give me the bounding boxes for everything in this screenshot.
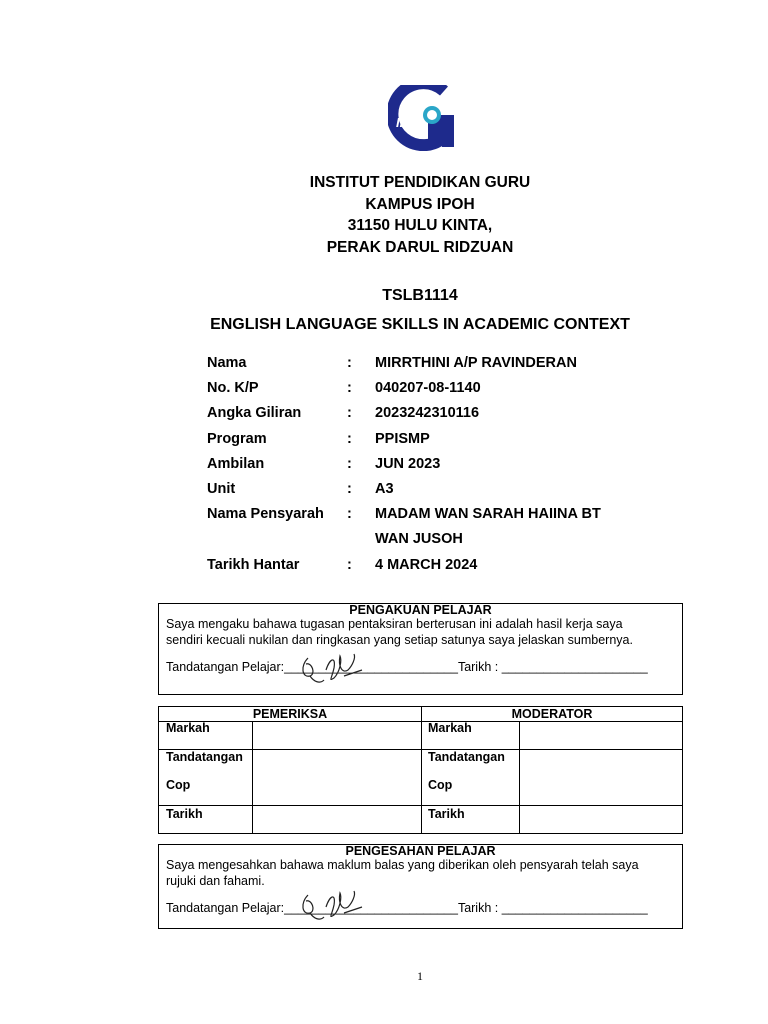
info-value: A3: [375, 480, 394, 497]
pemeriksa-cop-label: Cop: [166, 778, 191, 792]
institute-heading: [0, 172, 768, 258]
institute-line: 31150 HULU KINTA,: [347, 217, 493, 234]
course-code: TSLB1114: [382, 287, 458, 304]
pengesahan-box: [158, 844, 683, 929]
pemeriksa-tarikh-label: Tarikh: [166, 807, 203, 821]
info-label: Unit: [207, 480, 236, 497]
ipg-logo: [388, 85, 454, 151]
pengesahan-title: PENGESAHAN PELAJAR: [345, 844, 496, 858]
info-colon: :: [347, 405, 352, 422]
institute-line: INSTITUT PENDIDIKAN GURU: [309, 174, 531, 191]
table-divider: [421, 707, 422, 833]
moderator-tarikh-label: Tarikh: [428, 807, 465, 821]
info-label: Nama: [207, 355, 247, 371]
pengakuan-text-line: Saya mengaku bahawa tugasan pentaksiran berterusan ini adalah hasil kerja saya: [166, 617, 623, 631]
info-label: Nama Pensyarah: [207, 506, 324, 523]
evaluation-table: [158, 706, 683, 834]
logo-text: IPG: [396, 115, 419, 130]
table-divider: [252, 721, 253, 833]
pengakuan-box: [158, 603, 683, 695]
info-label: Program: [207, 430, 267, 447]
pengakuan-sign-line: Tandatangan Pelajar:_________________________Tarikh : _____________________: [166, 660, 648, 674]
pemeriksa-header: PEMERIKSA: [252, 707, 328, 721]
info-value: WAN JUSOH: [375, 531, 463, 548]
pengesahan-text-line: rujuki dan fahami.: [166, 873, 265, 888]
info-colon: :: [347, 430, 352, 447]
info-value: MIRRTHINI A/P RAVINDERAN: [375, 355, 577, 371]
info-value: JUN 2023: [375, 455, 441, 472]
info-value: 2023242310116: [375, 405, 480, 422]
course-name: ENGLISH LANGUAGE SKILLS IN ACADEMIC CONTEXT: [210, 316, 630, 333]
moderator-header: MODERATOR: [511, 707, 593, 721]
info-value: PPISMP: [375, 430, 430, 447]
info-colon: :: [347, 380, 352, 397]
pengakuan-text-line: sendiri kecuali nukilan dan ringkasan yang setiap satunya saya jelaskan sumbernya.: [166, 632, 633, 647]
table-divider: [519, 721, 520, 833]
info-colon: :: [347, 455, 352, 472]
pemeriksa-tandatangan-label: Tandatangan: [166, 750, 243, 764]
info-colon: :: [347, 506, 352, 523]
moderator-tandatangan-label: Tandatangan: [428, 750, 505, 764]
pengesahan-sign-line: Tandatangan Pelajar:_________________________Tarikh : _____________________: [166, 901, 648, 915]
info-label: Tarikh Hantar: [207, 556, 300, 573]
signature-icon: [290, 885, 370, 929]
page-number: 1: [417, 969, 423, 983]
moderator-cop-label: Cop: [428, 778, 453, 792]
info-colon: :: [347, 480, 352, 497]
institute-line: KAMPUS IPOH: [365, 195, 475, 213]
info-value: 040207-08-1140: [375, 380, 481, 397]
pemeriksa-markah-label: Markah: [166, 721, 210, 735]
info-colon: :: [347, 355, 352, 371]
info-label: Angka Giliran: [207, 405, 302, 422]
info-label: Ambilan: [207, 455, 265, 472]
signature-icon: [290, 648, 370, 692]
info-label: No. K/P: [207, 380, 259, 397]
info-value: MADAM WAN SARAH HAIINA BT: [375, 506, 601, 523]
pengakuan-title: PENGAKUAN PELAJAR: [349, 603, 492, 617]
institute-line: PERAK DARUL RIDZUAN: [326, 238, 514, 256]
info-colon: :: [347, 556, 352, 573]
info-value: 4 MARCH 2024: [375, 556, 478, 573]
pengesahan-text-line: Saya mengesahkan bahawa maklum balas yang diberikan oleh pensyarah telah saya: [166, 858, 639, 872]
moderator-markah-label: Markah: [428, 721, 472, 735]
